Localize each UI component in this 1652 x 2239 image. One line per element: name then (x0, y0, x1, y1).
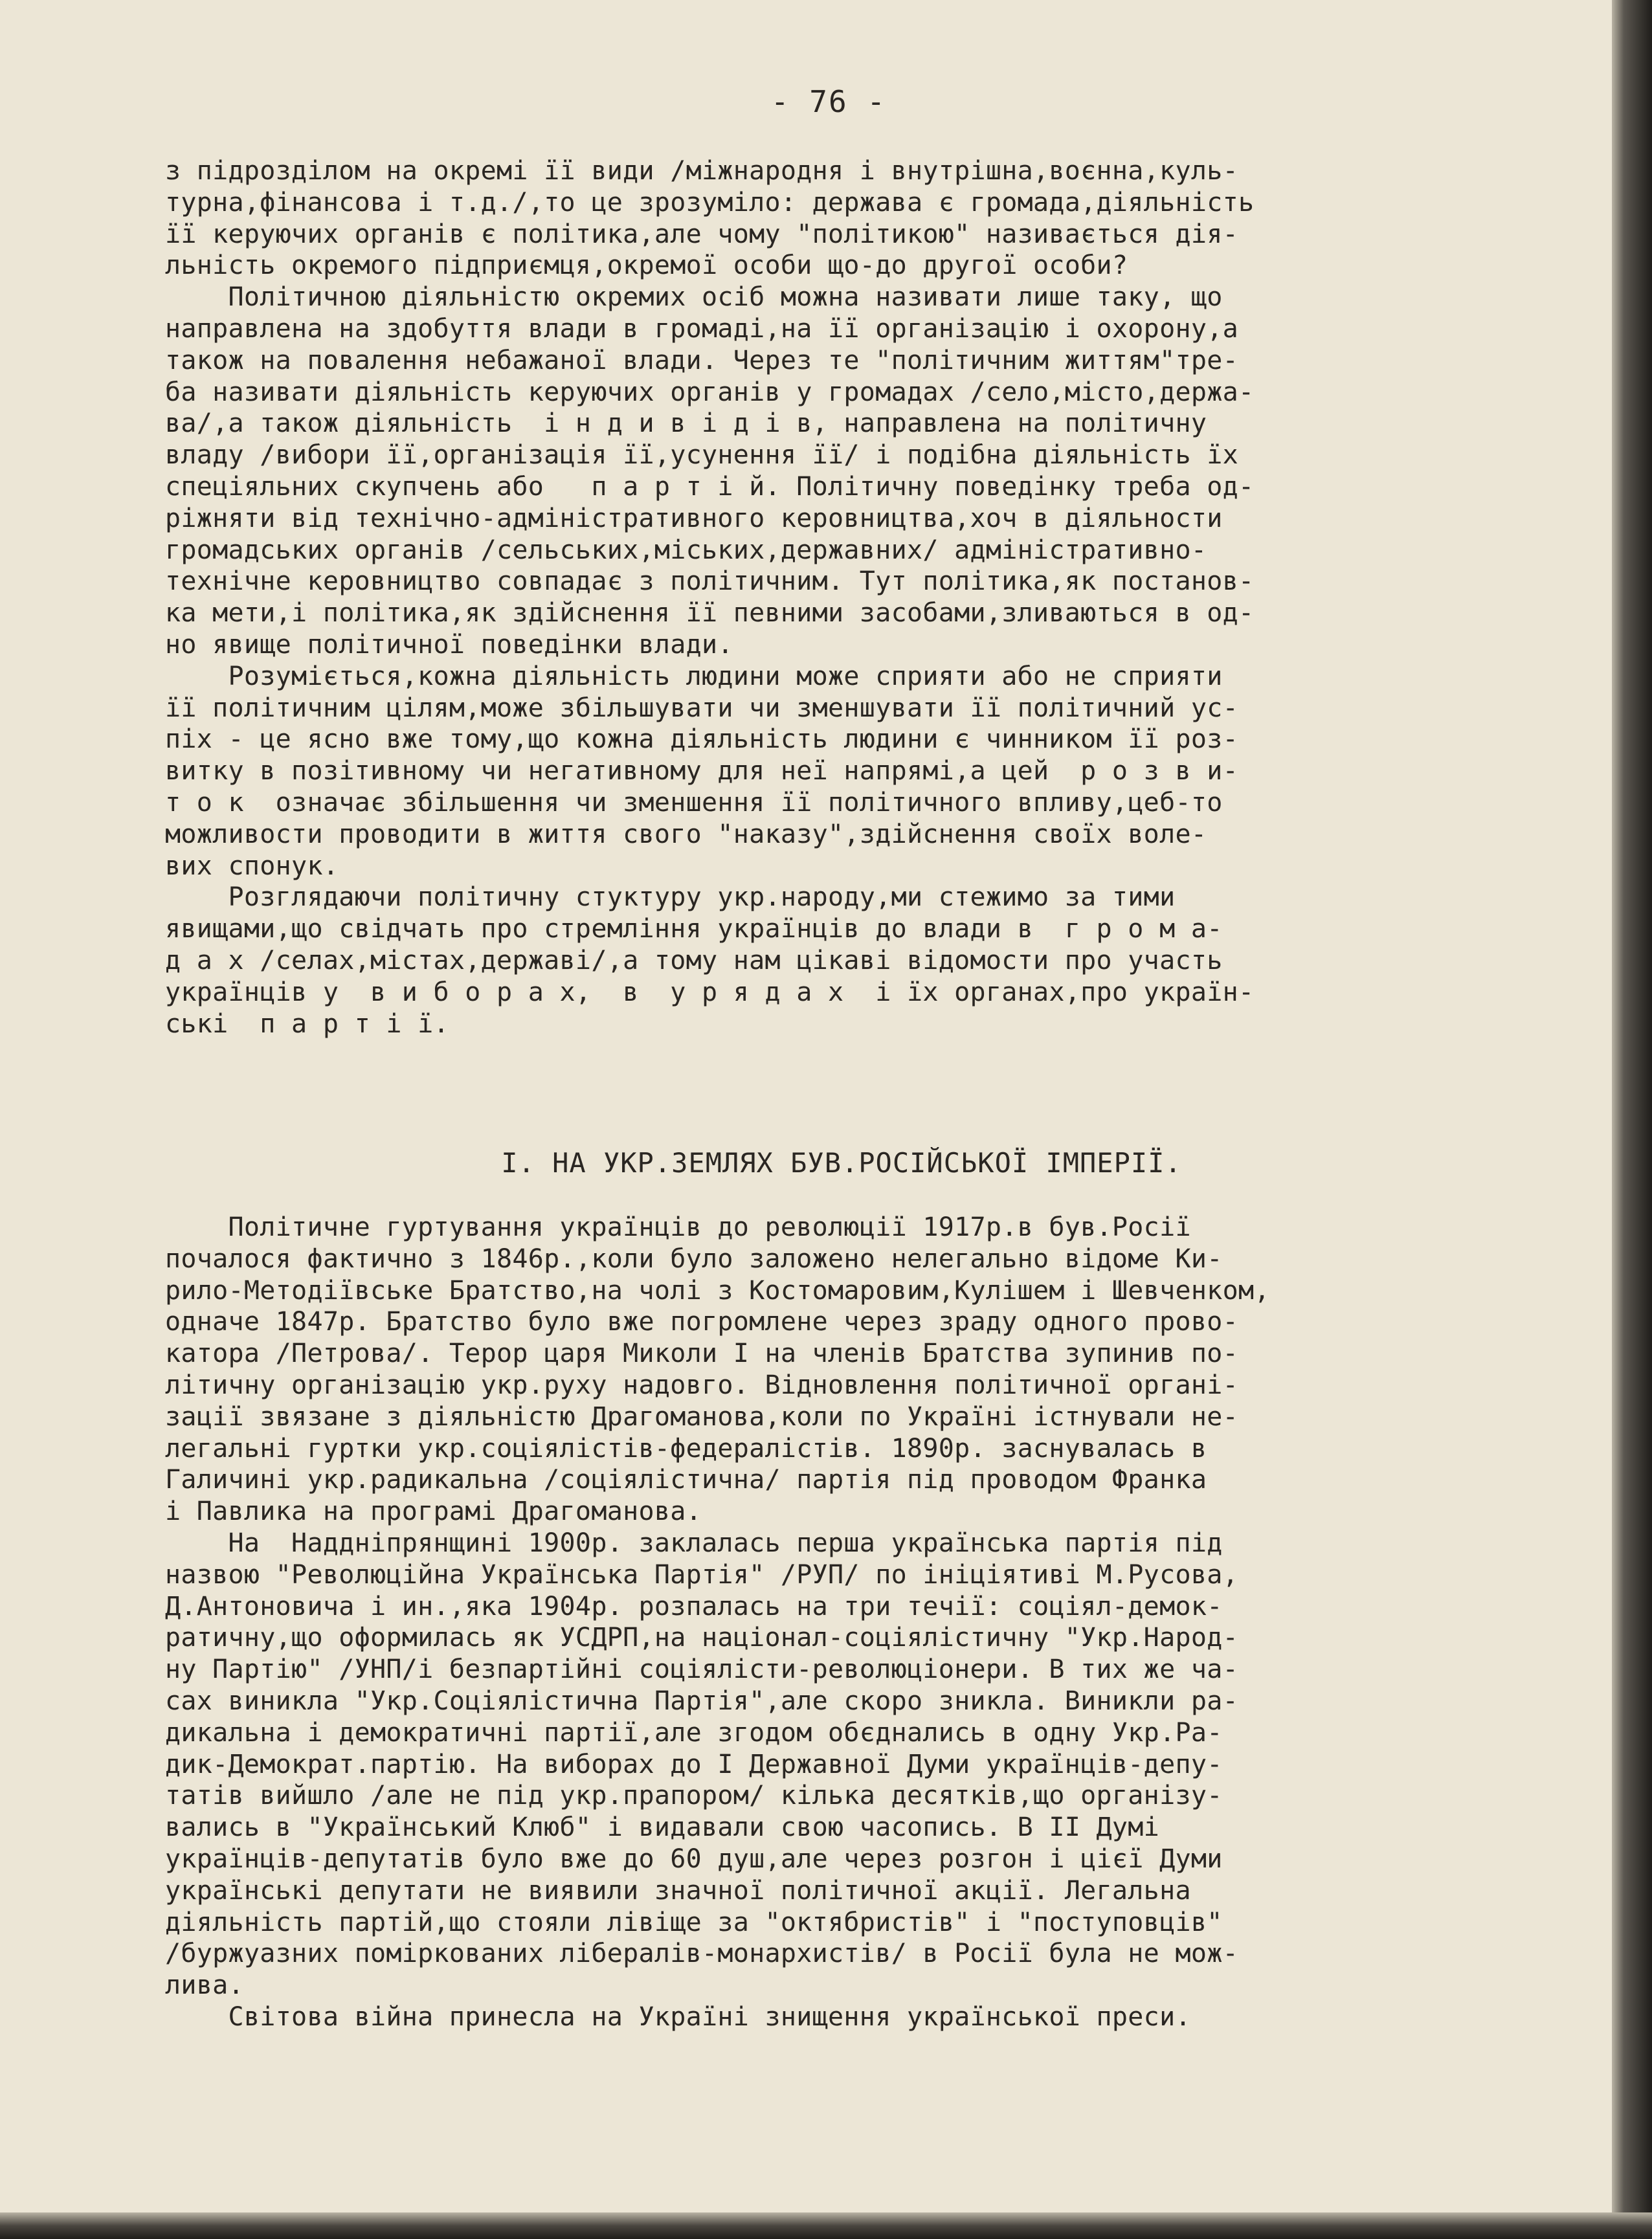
text-line: владу /вибори її,організація її,усунення її/ і подібна діяльність їх (165, 440, 1238, 471)
text-line: Розуміється,кожна діяльність людини може сприяти або не сприяти (165, 661, 1223, 691)
text-line: сах виникла "Укр.Соціялістична Партія",але скоро зникла. Виникли ра- (165, 1686, 1238, 1716)
text-line: можливости проводити в життя свого "наказу",здійснення своїх воле- (165, 819, 1207, 849)
text-line: д а х /селах,містах,державі/,а тому нам цікаві відомости про участь (165, 945, 1223, 975)
text-line: /буржуазних поміркованих лібералів-монархистів/ в Росії була не мож- (165, 1939, 1238, 1969)
text-line: і Павлика на програмі Драгоманова. (165, 1497, 702, 1527)
text-line: ва/,а також діяльність і н д и в і д і в, направлена на політичну (165, 408, 1207, 439)
text-line: діяльність партій,що стояли лівіще за "октябристів" і "поступовців" (165, 1907, 1223, 1937)
text-line: льність окремого підприємця,окремої особи що-до другої особи? (165, 251, 1128, 281)
text-line: почалося фактично з 1846р.,коли було заложено нелегально відоме Ки- (165, 1243, 1223, 1274)
text-line: одначе 1847р. Братство було вже погромлене через зраду одного прово- (165, 1307, 1238, 1337)
paragraphs-section-intro (165, 155, 1518, 1040)
text-line: ну Партію" /УНП/і безпартійні соціялісти-революціонери. В тих же ча- (165, 1654, 1238, 1685)
text-line: ратичну,що оформилась як УСДРП,на націонал-соціялістичну "Укр.Народ- (165, 1623, 1238, 1653)
text-line: На Наддніпрянщині 1900р. заклалась перша українська партія під (165, 1528, 1223, 1558)
paragraphs-section-russian-empire (165, 1212, 1518, 2033)
text-line: українців у в и б о р а х, в у р я д а х і їх органах,про україн- (165, 977, 1255, 1007)
text-line: рило-Методіївське Братство,на чолі з Костомаровим,Кулішем і Шевченком, (165, 1275, 1270, 1306)
text-line: катора /Петрова/. Терор царя Миколи І на членів Братства зупинив по- (165, 1339, 1238, 1369)
text-line: вались в "Український Клюб" і видавали свою часопись. В ІІ Думі (165, 1812, 1160, 1843)
text-line: вих спонук. (165, 851, 339, 881)
text-line: українські депутати не виявили значної політичної акції. Легальна (165, 1875, 1191, 1906)
scan-edge-bottom (0, 2212, 1652, 2239)
text-line: ріжняти від технічно-адміністративного керовництва,хоч в діяльности (165, 503, 1223, 533)
text-line: Світова війна принесла на Україні знищення української преси. (165, 2001, 1191, 2032)
text-line: літичну організацію укр.руху надовго. Відновлення політичної органі- (165, 1370, 1238, 1400)
text-line: її політичним цілям,може збільшувати чи зменшувати її політичний ус- (165, 693, 1238, 723)
section-heading: І. НА УКР.ЗЕМЛЯХ БУВ.РОСІЙСЬКОЇ ІМПЕРІЇ. (501, 1147, 1182, 1179)
text-line: лива. (165, 1970, 244, 2001)
text-line: зації звязане з діяльністю Драгоманова,коли по Україні істнували не- (165, 1401, 1238, 1432)
text-line: татів вийшло /але не під укр.прапором/ кілька десятків,що організу- (165, 1781, 1223, 1811)
text-line: Розглядаючи політичну стуктуру укр.народу,ми стежимо за тими (165, 882, 1176, 913)
text-line: но явище політичної поведінки влади. (165, 629, 733, 660)
text-line: турна,фінансова і т.д./,то це зрозуміло: держава є громада,діяльність (165, 187, 1255, 217)
text-line: явищами,що свідчать про стремління українців до влади в г р о м а- (165, 914, 1223, 944)
text-line: Політичне гуртування українців до революції 1917р.в був.Росії (165, 1212, 1191, 1242)
text-line: дик-Демократ.партію. На виборах до І Державної Думи українців-депу- (165, 1749, 1223, 1779)
text-line: витку в позітивному чи негативному для неї напрямі,а цей р о з в и- (165, 756, 1238, 786)
text-line: піх - це ясно вже тому,що кожна діяльність людини є чинником її роз- (165, 724, 1238, 755)
text-line: легальні гуртки укр.соціялістів-федералістів. 1890р. заснувалась в (165, 1433, 1207, 1464)
text-line: технічне керовництво совпадає з політичним. Тут політика,як постанов- (165, 566, 1255, 597)
page-number: - 76 - (770, 84, 887, 119)
text-line: дикальна і демократичні партії,але згодом обєднались в одну Укр.Ра- (165, 1717, 1223, 1748)
text-line: направлена на здобуття влади в громаді,на її організацію і охорону,а (165, 313, 1238, 344)
text-line: спеціяльних скупчень або п а р т і й. Політичну поведінку треба од- (165, 471, 1255, 502)
text-line: громадських органів /сельських,міських,державних/ адміністративно- (165, 535, 1207, 565)
text-line: Галичині укр.радикальна /соціялістична/ партія під проводом Франка (165, 1465, 1207, 1495)
text-line: Політичною діяльністю окремих осіб можна називати лише таку, що (165, 282, 1223, 313)
text-line: назвою "Революційна Українська Партія" /РУП/ по ініціятиві М.Русова, (165, 1559, 1238, 1590)
text-line: ські п а р т і ї. (165, 1008, 449, 1039)
scan-edge-right (1612, 0, 1652, 2239)
text-line: ка мети,і політика,як здійснення її певними засобами,зливаються в од- (165, 598, 1255, 629)
text-line: з підрозділом на окремі її види /міжнародня і внутрішна,воєнна,куль- (165, 156, 1238, 186)
text-line: українців-депутатів було вже до 60 душ,але через розгон і цієї Думи (165, 1844, 1223, 1874)
text-line: ба називати діяльність керуючих органів у громадах /село,місто,держа- (165, 377, 1255, 407)
text-line: т о к означає збільшення чи зменшення її політичного впливу,цеб-то (165, 787, 1223, 818)
text-line: Д.Антоновича і ин.,яка 1904р. розпалась на три течії: соціял-демок- (165, 1591, 1223, 1621)
text-line: також на повалення небажаної влади. Через те "політичним життям"тре- (165, 345, 1238, 375)
text-line: її керуючих органів є політика,але чому "політикою" називається дія- (165, 219, 1238, 249)
